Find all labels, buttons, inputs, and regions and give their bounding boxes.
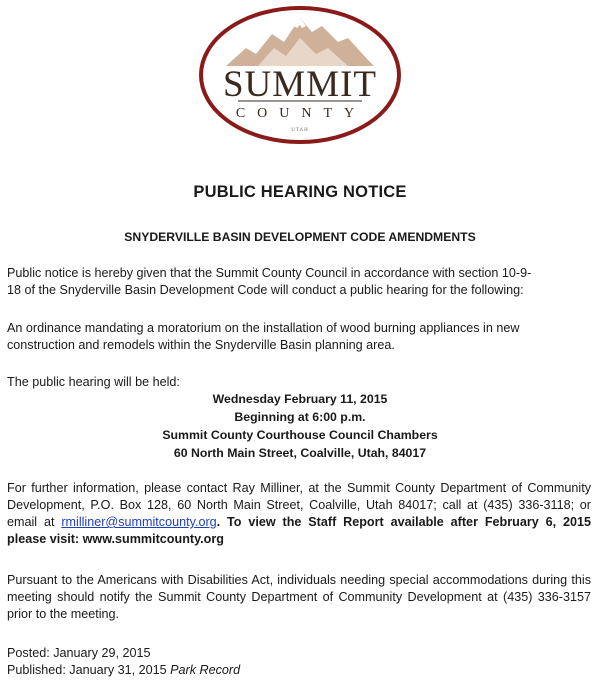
published-date: Published: January 31, 2015 — [7, 663, 171, 677]
hearing-address: 60 North Main Street, Coalville, Utah, 84017 — [173, 446, 427, 460]
staff-report-text: To view the Staff Report available after February 6, 2015 please visit: www.summitcounty.org — [7, 515, 591, 546]
hearing-time: Beginning at 6:00 p.m. — [234, 410, 366, 424]
published-line — [7, 662, 591, 679]
ordinance-paragraph — [7, 320, 591, 354]
email-link[interactable]: rmilliner@summitcounty.org — [61, 515, 217, 529]
logo-utah-text: UTAH — [291, 128, 309, 133]
published-paper: Park Record — [170, 663, 241, 677]
intro-line-1: Public notice is hereby given that the Summit County Council in accordance with section 10-9- — [7, 266, 532, 280]
intro-paragraph — [7, 265, 591, 299]
hearing-date: Wednesday February 11, 2015 — [212, 392, 388, 406]
hearing-place: Summit County Courthouse Council Chambers — [162, 428, 438, 442]
notice-subtitle: SNYDERVILLE BASIN DEVELOPMENT CODE AMENDMENTS — [124, 230, 476, 244]
ada-paragraph: Pursuant to the Americans with Disabilities Act, individuals needing special accommodations during this meeting should notify the Summit County Department of Community Development at (435) 336-3157 prior to the meeting. — [7, 573, 591, 621]
ordinance-line-2: construction and remodels within the Snyderville Basin planning area. — [7, 338, 395, 352]
logo-county-text: COUNTY — [235, 106, 367, 121]
contact-text: For further information, please contact Ray Milliner, at the Summit County Department of Community Development, P.O. Box 128, 60 North Main Street, Coalville, Utah 84017; call at (435) 336-3118; or email at — [7, 481, 591, 529]
intro-line-2: 18 of the Snyderville Basin Development Code will conduct a public hearing for the following: — [7, 283, 524, 297]
contact-separator: . — [216, 515, 228, 529]
contact-paragraph — [7, 480, 591, 548]
hearing-details — [0, 390, 600, 462]
ordinance-line-1: An ordinance mandating a moratorium on the installation of wood burning appliances in new — [7, 321, 520, 335]
hearing-held-intro: The public hearing will be held: — [7, 375, 180, 389]
summit-county-logo — [198, 4, 402, 146]
notice-title: PUBLIC HEARING NOTICE — [193, 183, 407, 201]
logo-summit-text: SUMMIT — [222, 64, 378, 105]
posted-date: Posted: January 29, 2015 — [7, 646, 151, 660]
